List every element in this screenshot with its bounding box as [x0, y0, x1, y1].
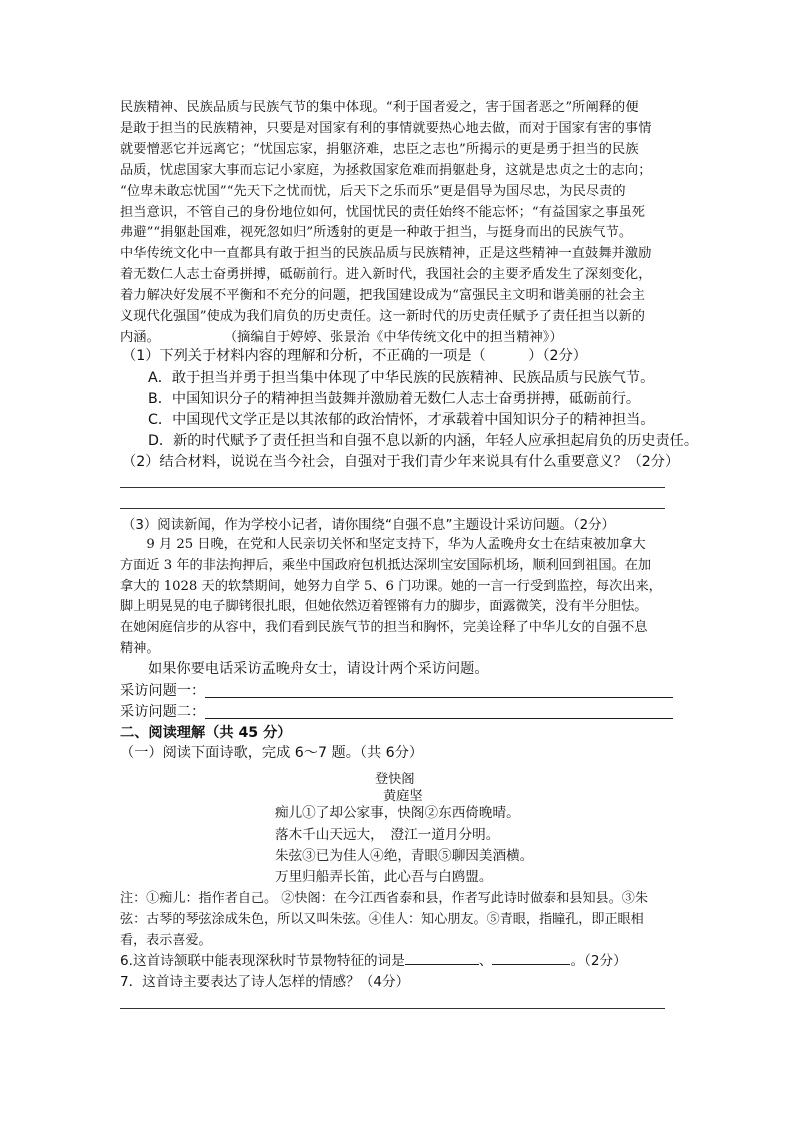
passage-line: 弗避”“捐躯赴国难，视死忽如归”所透射的更是一种敢于担当，与挺身而出的民族气节。: [120, 225, 633, 241]
passage-line: 着力解决好发展不平衡和不充分的问题，把我国建设成为“富强民主文明和谐美丽的社会主: [120, 288, 646, 304]
poem-note: 注：①痴儿：指作者自己。 ②快阁：在今江西省泰和县，作者写此诗时做泰和县知县。③朱: [120, 891, 648, 906]
q7-answer-line[interactable]: [120, 1008, 665, 1009]
passage-line: 民族精神、民族品质与民族气节的集中体现。“利于国者爱之，害于国者恶之”所阐释的便: [120, 100, 639, 115]
q3-stem: （3）阅读新闻，作为学校小记者，请你围绕“自强不息”主题设计采访问题。（2分）: [122, 518, 615, 533]
interview-answer-line-1[interactable]: [205, 697, 673, 698]
passage-line: 品质，忧虑国家大事而忘记小家庭，为拯救国家危难而捐躯赴身，这就是忠贞之士的志向；: [120, 162, 652, 178]
passage-line: 中华传统文化中一直都具有敢于担当的民族品质与民族精神，正是这些精神一直鼓舞并激励: [120, 246, 652, 262]
poem-line: 落木千山天远大， 澄江一道月分明。: [275, 827, 500, 843]
news-passage: [120, 535, 680, 660]
news-line: 拿大的 1028 天的软禁期间，她努力自学 5、6 门功课。她的一言一行受到监控，每次出来，: [120, 578, 662, 594]
q6-prefix: 6.这首诗颔联中能表现深秋时节景物特征的词是: [120, 953, 405, 969]
poem-line: 朱弦③已为佳人④绝，青眼⑤聊因美酒横。: [275, 848, 534, 864]
passage-line: 是敢于担当的民族精神，只要是对国家有利的事情就要热心地去做，而对于国家有害的事情: [120, 120, 652, 136]
poem-line: 痴儿①了却公家事，快阁②东西倚晚晴。: [275, 805, 520, 821]
q1-option-b[interactable]: B．中国知识分子的精神担当鼓舞并激励着无数仁人志士奋勇拼搏，砥砺前行。: [148, 391, 641, 407]
poem-title: 登快阁: [375, 772, 415, 787]
q1-option-a[interactable]: A．敢于担当并勇于担当集中体现了中华民族的民族精神、民族品质与民族气节。: [148, 370, 655, 386]
passage: [120, 98, 680, 349]
interview-label-2: 采访问题二：: [120, 704, 206, 720]
q1-option-d[interactable]: D．新的时代赋予了责任担当和自强不息以新的内涵，年轻人应承担起肩负的历史责任。: [148, 433, 699, 449]
passage-line: 就要憎恶它并远离它；“忧国忘家，捐躯济难，忠臣之志也”所揭示的更是勇于担当的民族: [120, 141, 639, 157]
poem-author: 黄庭坚: [383, 789, 423, 804]
news-line: 方面近 3 年的非法拘押后，乘坐中国政府包机抵达深圳宝安国际机场，顺利回到祖国。在加: [120, 557, 652, 573]
news-line: 脚上明晃晃的电子脚铐很扎眼，但她依然迈着铿锵有力的脚步，面露微笑，没有半分胆怯。: [120, 599, 648, 615]
q1-stem: （1）下列关于材料内容的理解和分析，不正确的一项是（ ）（2分）: [122, 348, 587, 364]
q6-blank-1[interactable]: [405, 950, 479, 965]
section-subheading: （一）阅读下面诗歌，完成 6～7 题。（共 6分）: [120, 745, 424, 761]
interview-answer-line-2[interactable]: [205, 718, 673, 719]
q6-blank-2[interactable]: [492, 950, 570, 965]
passage-end: 内涵。: [120, 329, 160, 345]
section-heading: 二、阅读理解（共 45 分）: [120, 725, 292, 741]
q6-suffix: 。（2分）: [570, 953, 627, 969]
q2-answer-line-2[interactable]: [120, 508, 665, 509]
news-line: 在她闲庭信步的从容中，我们看到民族气节的担当和胸怀，完美诠释了中华儿女的自强不息: [120, 620, 648, 636]
passage-line: 着无数仁人志士奋勇拼搏，砥砺前行。进入新时代，我国社会的主要矛盾发生了深刻变化，: [120, 267, 652, 283]
q2-stem: （2）结合材料，说说在当今社会，自强对于我们青少年来说具有什么重要意义？（2分）: [122, 454, 680, 470]
q6-separator: 、: [478, 953, 493, 969]
poem-note: 看，表示喜爱。: [120, 933, 212, 948]
q1-option-c[interactable]: C．中国现代文学正是以其浓郁的政治情怀，才承载着中国知识分子的精神担当。: [148, 412, 655, 428]
poem-line: 万里归船弄长笛，此心吾与白鸥盟。: [275, 869, 493, 885]
q6: [120, 950, 627, 972]
q7-stem: 7．这首诗主要表达了诗人怎样的情感？（4分）: [120, 974, 410, 990]
q3-prompt: 如果你要电话采访孟晚舟女士，请设计两个采访问题。: [148, 661, 489, 677]
poem-note: 弦：古琴的琴弦涂成朱色，所以又叫朱弦。④佳人：知心朋友。⑤青眼，指瞳孔，即正眼相: [120, 912, 644, 927]
passage-line: 担当意识，不管自己的身份地位如何，忧国忧民的责任始终不能忘怀；“有益国家之事虽死: [120, 204, 646, 220]
passage-line: “位卑未敢忘忧国”“先天下之忧而忧，后天下之乐而乐”更是倡导为国尽忠，为民尽责的: [120, 183, 626, 199]
citation: （摘编自于婷婷、张景治《中华传统文化中的担当精神》）: [223, 329, 563, 345]
news-line: 9 月 25 日晚，在党和人民亲切关怀和坚定支持下，华为人孟晚舟女士在结束被加拿大: [120, 537, 646, 552]
news-line: 精神。: [120, 640, 160, 656]
passage-line: 义现代化强国”使成为我们肩负的历史责任。这一新时代的历史责任赋予了责任担当以新的: [120, 309, 646, 325]
q2-answer-line-1[interactable]: [120, 487, 665, 488]
interview-label-1: 采访问题一：: [120, 683, 206, 699]
